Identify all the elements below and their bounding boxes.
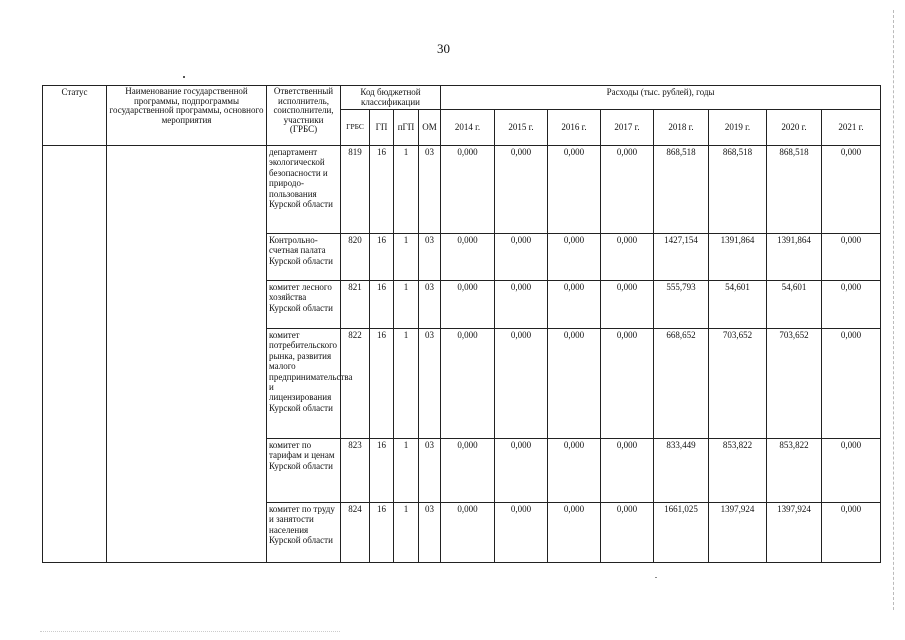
program-name-cell	[107, 146, 267, 563]
header-year: 2019 г.	[709, 110, 767, 146]
om-cell: 03	[419, 329, 441, 439]
om-cell: 03	[419, 146, 441, 234]
value-cell: 1397,924	[709, 503, 767, 563]
value-cell: 1391,864	[767, 234, 822, 281]
pgp-cell: 1	[394, 146, 419, 234]
responsible-cell: комитет по тарифам и ценам Курской области	[267, 439, 341, 503]
value-cell: 0,000	[822, 281, 881, 329]
gp-cell: 16	[370, 503, 394, 563]
value-cell: 1661,025	[654, 503, 709, 563]
table-row	[43, 146, 881, 234]
value-cell: 868,518	[767, 146, 822, 234]
value-cell: 0,000	[601, 234, 654, 281]
value-cell: 0,000	[495, 503, 548, 563]
gp-cell: 16	[370, 329, 394, 439]
grbs-cell: 821	[341, 281, 370, 329]
value-cell: 0,000	[548, 439, 601, 503]
value-cell: 0,000	[441, 439, 495, 503]
value-cell: 853,822	[709, 439, 767, 503]
value-cell: 0,000	[441, 234, 495, 281]
value-cell: 0,000	[495, 281, 548, 329]
grbs-cell: 822	[341, 329, 370, 439]
value-cell: 0,000	[548, 329, 601, 439]
value-cell: 0,000	[822, 503, 881, 563]
pgp-cell: 1	[394, 329, 419, 439]
value-cell: 0,000	[822, 329, 881, 439]
value-cell: 0,000	[548, 503, 601, 563]
status-cell	[43, 146, 107, 563]
value-cell: 0,000	[601, 329, 654, 439]
header-responsible: Ответственный исполнитель, соисполнители, участники (ГРБС)	[267, 86, 341, 146]
gp-cell: 16	[370, 439, 394, 503]
om-cell: 03	[419, 281, 441, 329]
header-year: 2014 г.	[441, 110, 495, 146]
value-cell: 54,601	[709, 281, 767, 329]
value-cell: 0,000	[822, 439, 881, 503]
scan-speck	[183, 76, 185, 78]
value-cell: 0,000	[601, 146, 654, 234]
value-cell: 54,601	[767, 281, 822, 329]
gp-cell: 16	[370, 234, 394, 281]
pgp-cell: 1	[394, 503, 419, 563]
om-cell: 03	[419, 439, 441, 503]
value-cell: 833,449	[654, 439, 709, 503]
value-cell: 0,000	[601, 503, 654, 563]
grbs-cell: 823	[341, 439, 370, 503]
responsible-cell: комитет лесного хозяйства Курской области	[267, 281, 341, 329]
value-cell: 0,000	[822, 234, 881, 281]
value-cell: 868,518	[709, 146, 767, 234]
header-status: Статус	[43, 86, 107, 146]
value-cell: 1391,864	[709, 234, 767, 281]
value-cell: 703,652	[767, 329, 822, 439]
value-cell: 0,000	[495, 146, 548, 234]
value-cell: 668,652	[654, 329, 709, 439]
header-expenses: Расходы (тыс. рублей), годы	[441, 86, 881, 110]
value-cell: 0,000	[441, 503, 495, 563]
scan-speck	[655, 577, 657, 578]
page-number: 30	[437, 41, 450, 56]
value-cell: 703,652	[709, 329, 767, 439]
value-cell: 0,000	[495, 329, 548, 439]
value-cell: 555,793	[654, 281, 709, 329]
pgp-cell: 1	[394, 234, 419, 281]
value-cell: 0,000	[495, 439, 548, 503]
value-cell: 0,000	[441, 329, 495, 439]
value-cell: 1427,154	[654, 234, 709, 281]
value-cell: 0,000	[548, 281, 601, 329]
responsible-cell: Контрольно-счетная палата Курской области	[267, 234, 341, 281]
header-year: 2016 г.	[548, 110, 601, 146]
grbs-cell: 819	[341, 146, 370, 234]
value-cell: 0,000	[601, 281, 654, 329]
grbs-cell: 820	[341, 234, 370, 281]
value-cell: 0,000	[441, 146, 495, 234]
header-year: 2015 г.	[495, 110, 548, 146]
header-year: 2017 г.	[601, 110, 654, 146]
header-code-pgp: пГП	[394, 110, 419, 146]
budget-table	[42, 85, 881, 563]
om-cell: 03	[419, 234, 441, 281]
value-cell: 853,822	[767, 439, 822, 503]
grbs-cell: 824	[341, 503, 370, 563]
responsible-cell: комитет потребительского рынка, развития малого предпринимательства и лицензирования Курской области	[267, 329, 341, 439]
responsible-cell: комитет по труду и занятости населения Курской области	[267, 503, 341, 563]
om-cell: 03	[419, 503, 441, 563]
gp-cell: 16	[370, 281, 394, 329]
pgp-cell: 1	[394, 281, 419, 329]
value-cell: 0,000	[822, 146, 881, 234]
value-cell: 0,000	[548, 234, 601, 281]
header-year: 2021 г.	[822, 110, 881, 146]
header-code-gp: ГП	[370, 110, 394, 146]
scan-artifact	[40, 631, 340, 633]
value-cell: 0,000	[548, 146, 601, 234]
gp-cell: 16	[370, 146, 394, 234]
value-cell: 0,000	[601, 439, 654, 503]
value-cell: 868,518	[654, 146, 709, 234]
value-cell: 0,000	[441, 281, 495, 329]
header-year: 2018 г.	[654, 110, 709, 146]
scan-edge	[893, 10, 894, 610]
header-budget-code: Код бюджетной классификации	[341, 86, 441, 110]
header-year: 2020 г.	[767, 110, 822, 146]
header-program-name: Наименование государственной программы, подпрограммы государственной программы, основного мероприятия	[107, 86, 267, 146]
header-code-om: ОМ	[419, 110, 441, 146]
responsible-cell: департамент экологической безопасности и природо-пользования Курской области	[267, 146, 341, 234]
value-cell: 1397,924	[767, 503, 822, 563]
header-code-grbs: ГРБС	[341, 110, 370, 146]
pgp-cell: 1	[394, 439, 419, 503]
value-cell: 0,000	[495, 234, 548, 281]
